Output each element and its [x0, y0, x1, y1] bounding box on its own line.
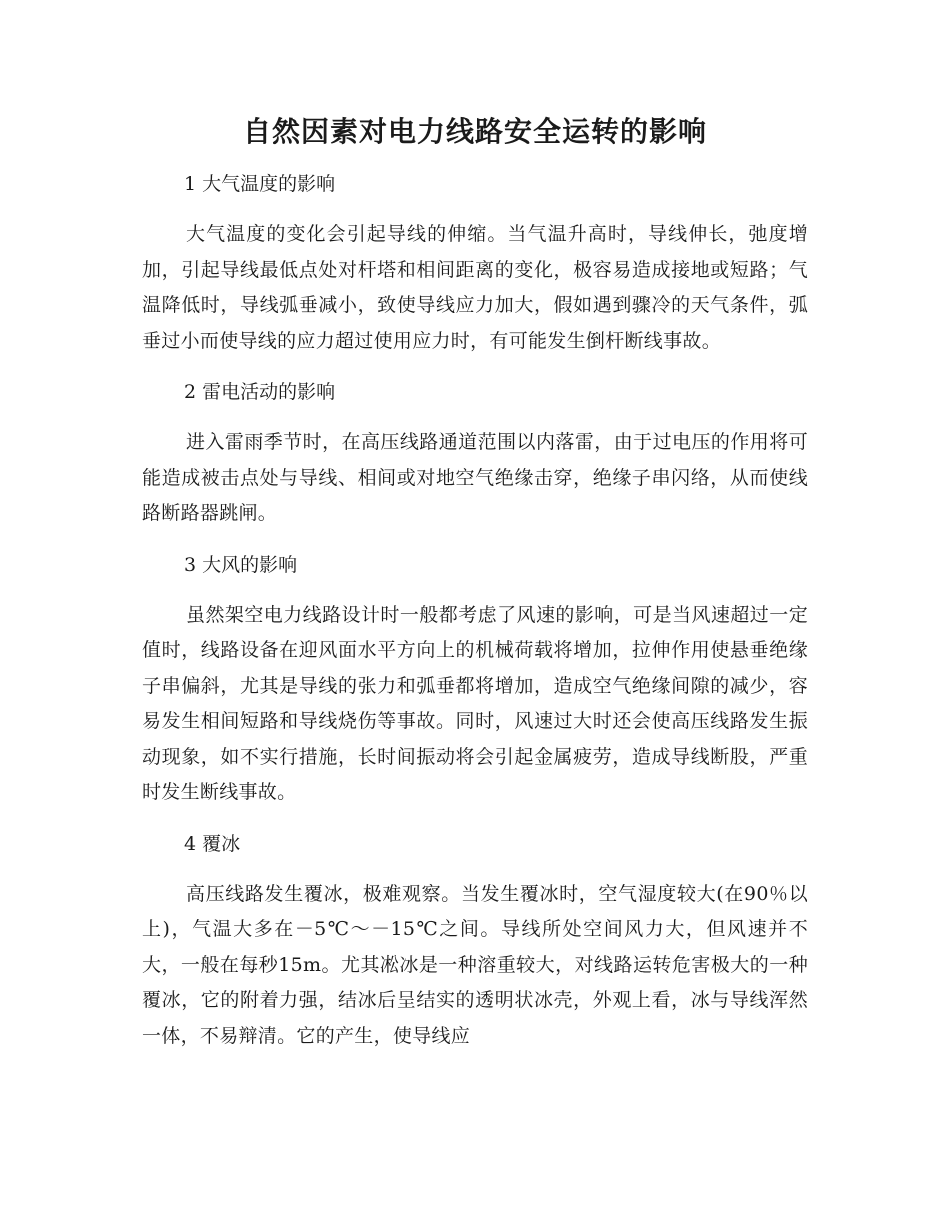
section-atmospheric-temperature — [142, 168, 808, 376]
section-paragraph: 高压线路发生覆冰，极难观察。当发生覆冰时，空气湿度较大(在90％以上)，气温大多在－5℃～－15℃之间。导线所处空间风力大，但风速并不大，一般在每秒15m。尤其凇冰是一种溶重较大，对线路运转危害极大的一种覆冰，它的附着力强，结冰后呈结实的透明状冰壳，外观上看，冰与导线浑然一体，不易辩清。它的产生，使导线应 — [142, 882, 808, 1047]
document-title: 自然因素对电力线路安全运转的影响 — [242, 115, 707, 148]
document-body — [142, 168, 808, 1054]
section-lightning-activity — [142, 376, 808, 549]
section-heading: 4 覆冰 — [184, 832, 241, 855]
section-paragraph: 大气温度的变化会引起导线的伸缩。当气温升高时，导线伸长，弛度增加，引起导线最低点处对杆塔和相间距离的变化，极容易造成接地或短路；气温降低时，导线弧垂减小，致使导线应力加大，假如遇到骤冷的天气条件，弧垂过小而使导线的应力超过使用应力时，有可能发生倒杆断线事故。 — [142, 223, 808, 352]
section-heading: 1 大气温度的影响 — [184, 173, 336, 195]
section-strong-wind — [142, 549, 808, 828]
section-heading: 3 大风的影响 — [184, 553, 298, 576]
section-heading: 2 雷电活动的影响 — [184, 381, 336, 403]
section-paragraph: 进入雷雨季节时，在高压线路通道范围以内落雷，由于过电压的作用将可能造成被击点处与导线、相间或对地空气绝缘击穿，绝缘子串闪络，从而使线路断路器跳闸。 — [142, 431, 808, 524]
section-icing — [142, 828, 808, 1055]
section-paragraph: 虽然架空电力线路设计时一般都考虑了风速的影响，可是当风速超过一定值时，线路设备在迎风面水平方向上的机械荷载将增加，拉伸作用使悬垂绝缘子串偏斜，尤其是导线的张力和弧垂都将增加，造成空气绝缘间隙的减少，容易发生相间短路和导线烧伤等事故。同时，风速过大时还会使高压线路发生振动现象，如不实行措施，长时间振动将会引起金属疲劳，造成导线断股，严重时发生断线事故。 — [142, 603, 808, 803]
